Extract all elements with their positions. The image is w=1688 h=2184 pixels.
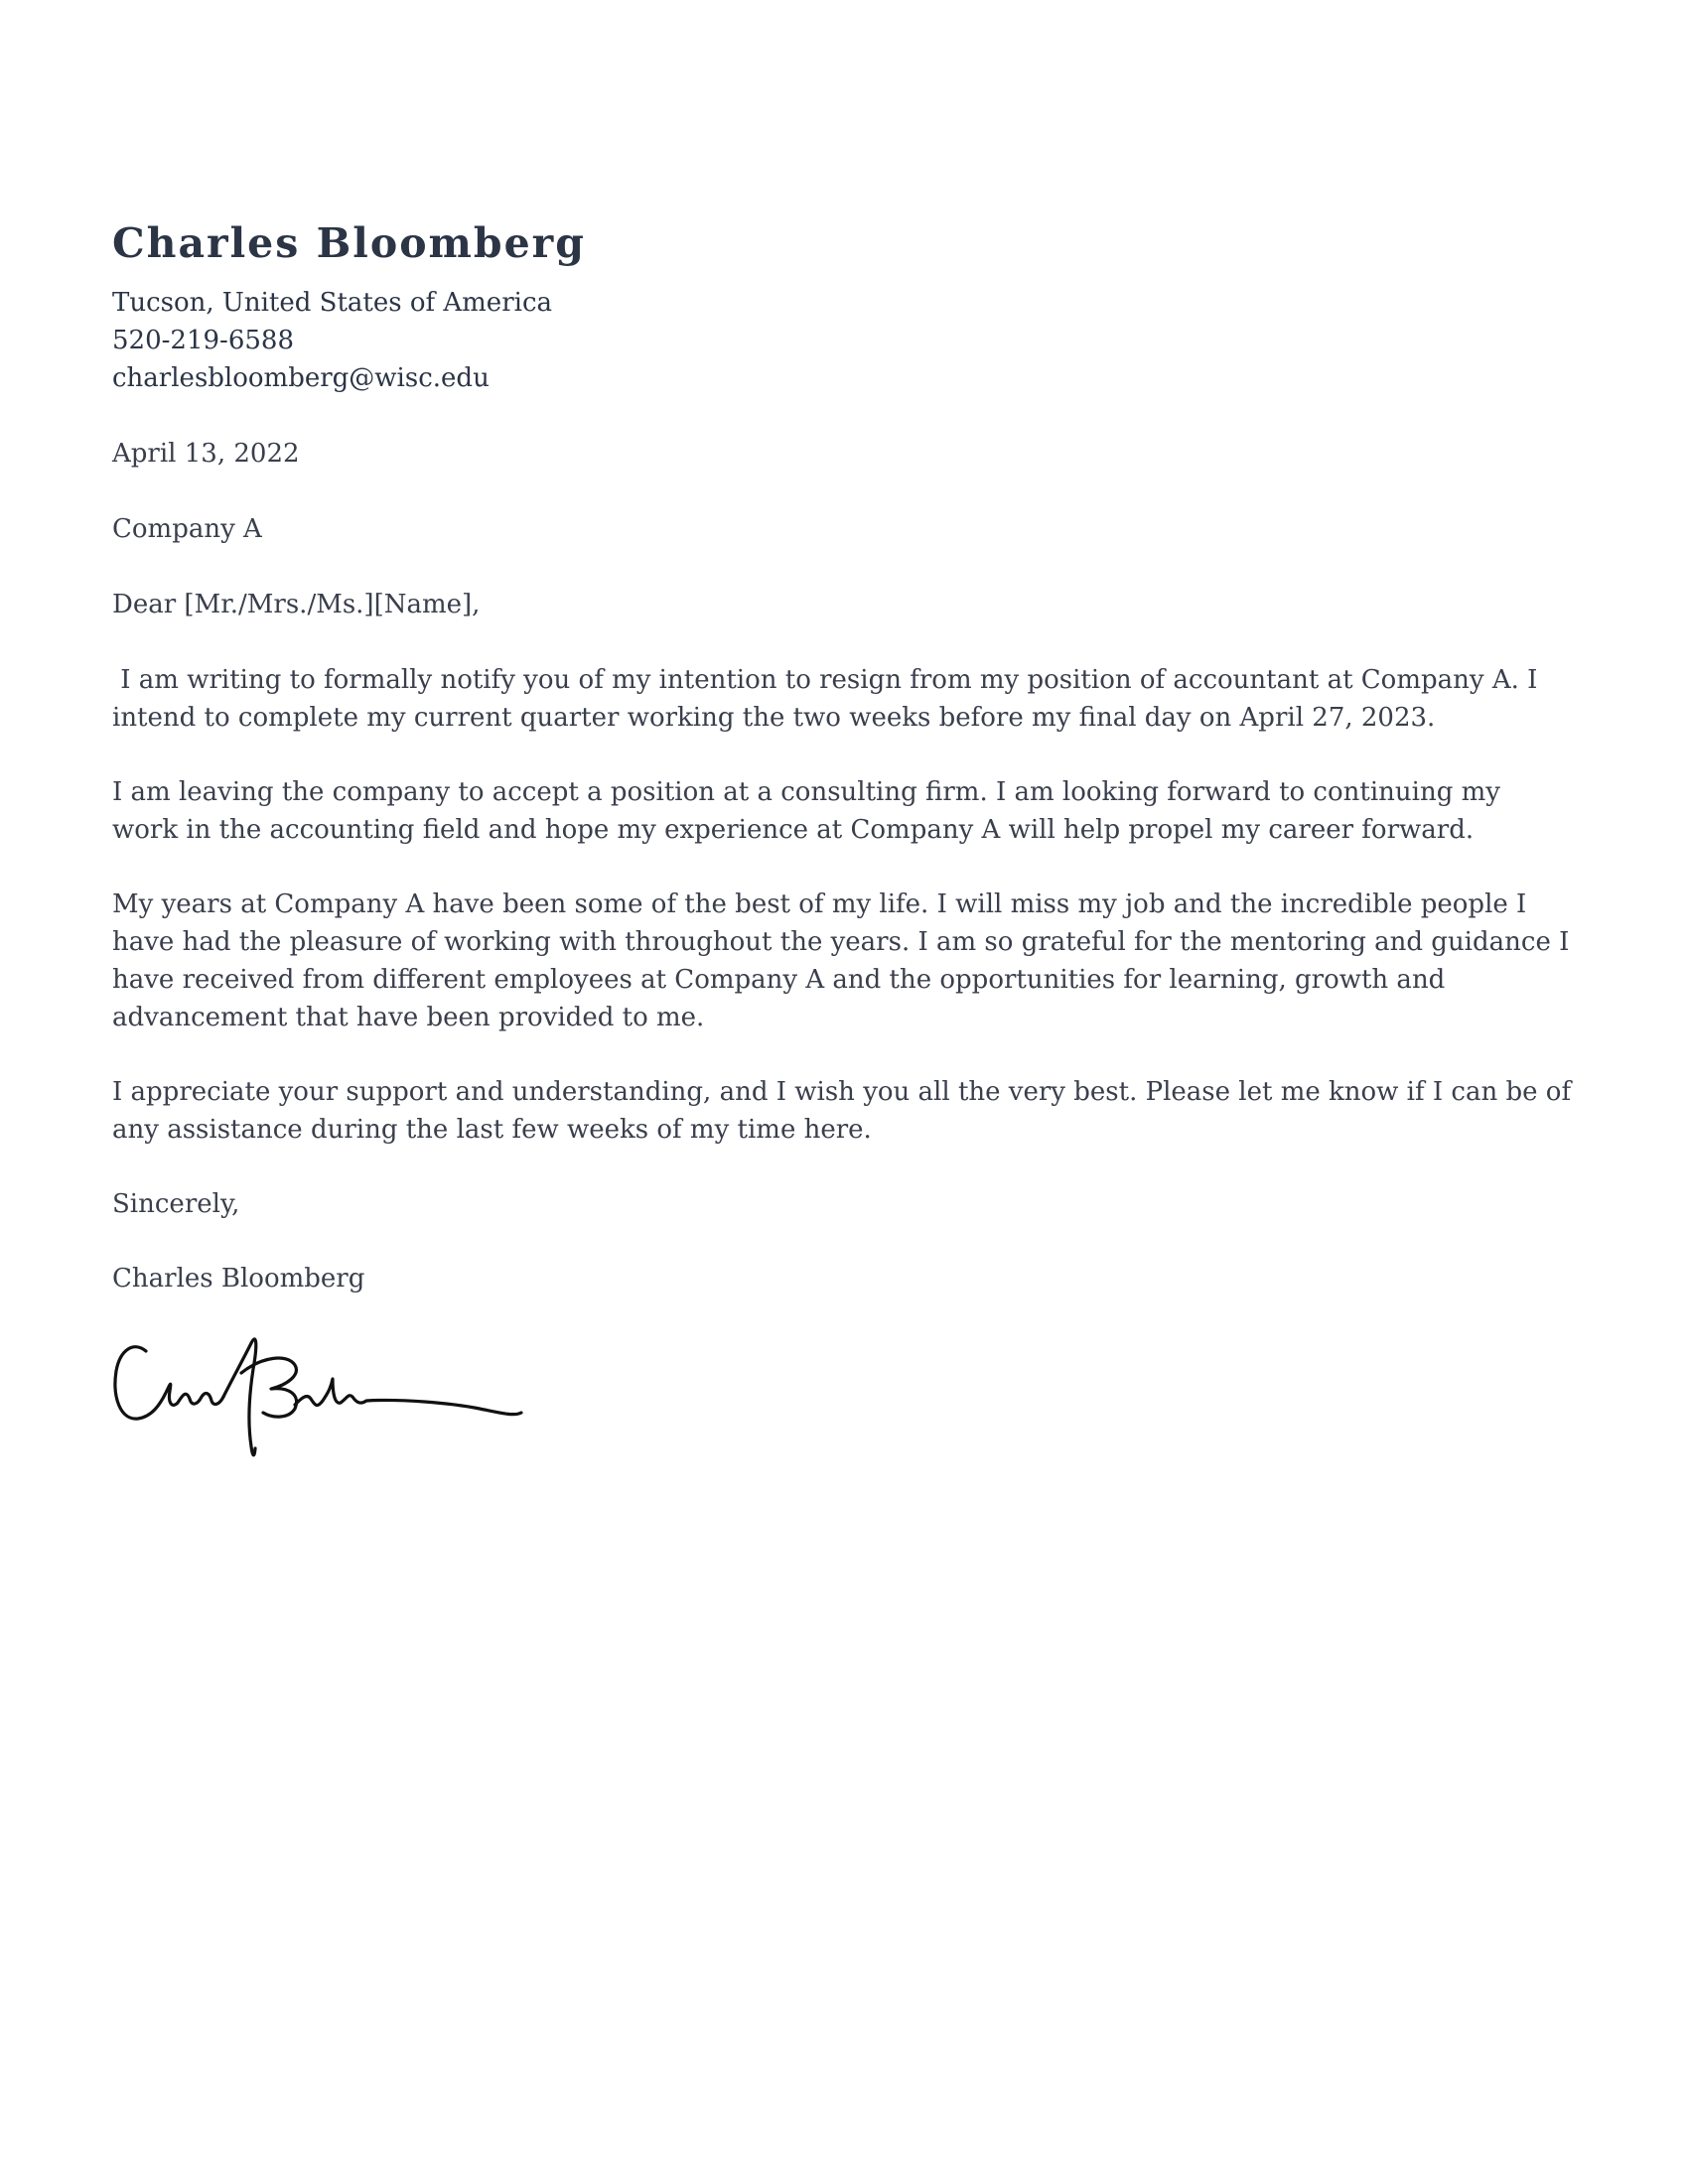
sender-email: charlesbloomberg@wisc.edu xyxy=(112,363,490,393)
spacer xyxy=(112,473,1572,510)
spacer xyxy=(112,1149,1572,1185)
body-paragraph-1: I am writing to formally notify you of my intention to resign from my position of accountant at Company A. I intend to complete my current quarter working the two weeks before my final day on April 27, 2023. xyxy=(112,665,1546,733)
spacer xyxy=(112,737,1572,773)
letter-page xyxy=(112,216,1572,1468)
signoff-name: Charles Bloomberg xyxy=(112,1264,365,1294)
recipient-company: Company A xyxy=(112,514,262,544)
closing: Sincerely, xyxy=(112,1189,240,1219)
spacer xyxy=(112,548,1572,586)
signature-stroke-f xyxy=(223,1339,256,1455)
sender-location: Tucson, United States of America xyxy=(112,288,553,318)
body-paragraph-2: I am leaving the company to accept a position at a consulting firm. I am looking forward to continuing my work in the accounting field and hope my experience at Company A will help propel my career forward. xyxy=(112,777,1500,845)
salutation: Dear [Mr./Mrs./Ms.][Name], xyxy=(112,590,481,619)
sender-phone: 520-219-6588 xyxy=(112,326,294,355)
spacer xyxy=(112,1036,1572,1073)
handwritten-signature xyxy=(112,1319,539,1468)
signature-stroke-tail xyxy=(295,1379,521,1415)
sender-name: Charles Bloomberg xyxy=(112,219,586,267)
spacer xyxy=(112,849,1572,886)
body-paragraph-3: My years at Company A have been some of the best of my life. I will miss my job and the incredible people I have had the pleasure of working with throughout the years. I am so grateful for the mentoring and guidance I have received from different employees at Company A and the opportunities for learning, growth and advancement that have been provided to me. xyxy=(112,889,1570,1032)
spacer xyxy=(112,397,1572,435)
body-paragraph-4: I appreciate your support and understanding, and I wish you all the very best. Please let me know if I can be of any assistance during the last few weeks of my time here. xyxy=(112,1077,1572,1145)
spacer xyxy=(112,1223,1572,1260)
letter-date: April 13, 2022 xyxy=(112,439,300,469)
signature-stroke-c xyxy=(115,1347,223,1419)
spacer xyxy=(112,623,1572,661)
